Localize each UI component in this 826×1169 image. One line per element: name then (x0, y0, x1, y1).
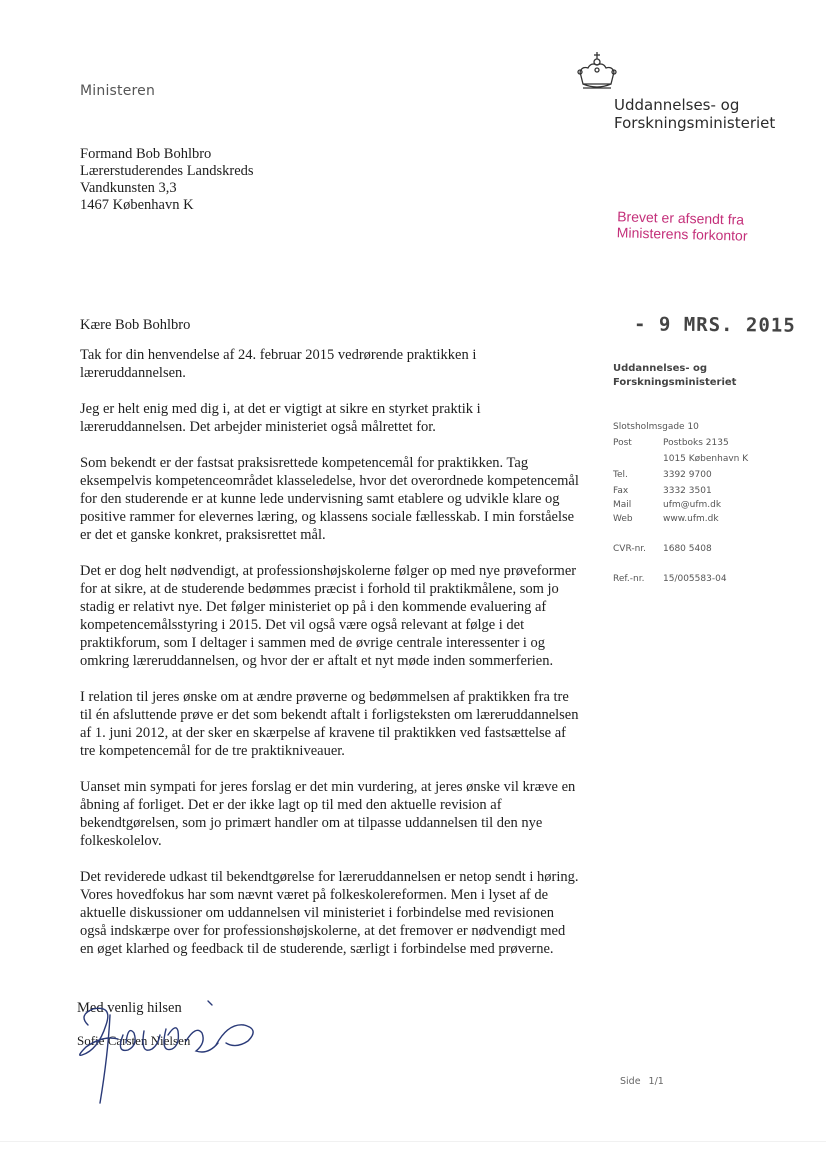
mail-label: Mail (613, 500, 632, 510)
fax-value: 3332 3501 (663, 486, 712, 496)
stamp-line2: Ministerens forkontor (616, 224, 748, 244)
cvr-value: 1680 5408 (663, 544, 712, 554)
recipient-address (80, 146, 254, 214)
signer-name: Sofie Carsten Nielsen (77, 1033, 191, 1048)
recipient-line3: Vandkunsten 3,3 (80, 180, 177, 196)
sidebar-mail-row (613, 500, 721, 510)
closing: Med venlig hilsen (77, 1000, 182, 1016)
paragraph-3: Som bekendt er der fastsat praksisrettede kompetencemål for praktikken. Tag eksempelvis kompetenceområdet klasseledelse, hvor det overordnede kompetencemål for den studerende er at kunne lede undervisning samt etablere og udvikle klare og positive rammer for elevernes læring, og klassens sociale fællesskab. I min forståelse er det et ganske konkret, praksisrettet mål. (80, 455, 579, 543)
stamp-line1: Brevet er afsendt fra (617, 208, 745, 228)
ministry-name-line2: Forskningsministeriet (614, 114, 776, 132)
mail-value[interactable]: ufm@ufm.dk (663, 500, 722, 510)
recipient-line1: Formand Bob Bohlbro (80, 146, 212, 162)
sidebar-org-line1: Uddannelses- og (613, 363, 707, 374)
paragraph-4: Det er dog helt nødvendigt, at professionshøjskolerne følger op med nye prøveformer for at sikre, at de studerende bedømmes præcist i forhold til praktikmålene, som jo stadig er relativt nye. Det følger ministeriet op på i den kommende evaluering af kompetencemålsstyring i 2015. Det vil også være også relevant at følge i det praktikforum, som I deltager i sammen med de øvrige centrale interessenter i og omkring læreruddannelsen, og hvor der er aftalt et nyt møde inden sommerferien. (80, 563, 577, 669)
crown-logo-icon (574, 50, 620, 96)
page-number (620, 1076, 664, 1087)
stamp-date: - 9 MRS. 2015 (633, 313, 796, 337)
post-value2: 1015 København K (663, 454, 749, 464)
ministry-name (614, 96, 775, 132)
sidebar-org (613, 362, 736, 390)
page-value: 1/1 (648, 1076, 664, 1087)
post-label: Post (613, 438, 632, 448)
paragraph-1: Tak for din henvendelse af 24. februar 2015 vedrørende praktikken i læreruddannelsen. (80, 347, 477, 381)
ref-value: 15/005583-04 (663, 574, 727, 584)
sidebar-tel-row (613, 470, 712, 480)
ref-label: Ref.-nr. (613, 574, 645, 584)
sender-label: Ministeren (80, 83, 156, 99)
cvr-label: CVR-nr. (613, 544, 647, 554)
dispatch-stamp (617, 208, 749, 243)
sidebar-street: Slotsholmsgade 10 (613, 422, 699, 432)
paragraph-6: Uanset min sympati for jeres forslag er det min vurdering, at jeres ønske vil kræve en åbning af forliget. Det er der ikke lagt op til med den aktuelle revision af bekendtgørelsen, som jo primært handler om at tilpasse uddannelsen til den nye folkeskolelov. (80, 779, 576, 849)
fax-label: Fax (613, 486, 629, 496)
web-label: Web (613, 514, 633, 524)
ministry-name-line1: Uddannelses- og (614, 96, 740, 114)
divider (0, 1141, 826, 1142)
recipient-line2: Lærerstuderendes Landskreds (80, 163, 254, 179)
sidebar-web-row (613, 514, 719, 524)
paragraph-7: Det reviderede udkast til bekendtgørelse for læreruddannelsen er netop sendt i høring. Vores hovedfokus har som nævnt været på folkeskolereformen. Men i lyset af de aktuelle diskussioner om uddannelsen vil ministeriet i forbindelse med revisionen også indskærpe over for professionshøjskolerne, at det fremover er nødvendigt med en øget klarhed og feedback til de studerende, særligt i forbindelse med prøverne. (80, 869, 579, 957)
paragraph-2: Jeg er helt enig med dig i, at det er vigtigt at sikre en styrket praktik i læreruddannelsen. Det arbejder ministeriet også målrettet for. (80, 401, 481, 435)
tel-label: Tel. (613, 470, 628, 480)
letter-body (80, 346, 580, 976)
paragraph-5: I relation til jeres ønske om at ændre prøverne og bedømmelsen af praktikken fra tre til én afsluttende prøve er det som bekendt aftalt i forligsteksten om læreruddannelsen af 1. juni 2012, at der sker en skærpelse af kravene til praktikken ved fastsættelse af tre kompetencemål for de tre praktikniveauer. (80, 689, 579, 759)
page-label: Side (620, 1076, 641, 1087)
sidebar-post-row2 (613, 454, 748, 464)
handwritten-signature-icon (68, 995, 268, 1110)
sidebar-org-line2: Forskningsministeriet (613, 377, 737, 388)
post-value1: Postboks 2135 (663, 438, 729, 448)
sidebar-cvr-row (613, 544, 712, 554)
sidebar-fax-row (613, 486, 712, 496)
sidebar-ref-row (613, 574, 727, 584)
salutation: Kære Bob Bohlbro (80, 317, 191, 333)
tel-value: 3392 9700 (663, 470, 712, 480)
web-value[interactable]: www.ufm.dk (663, 514, 719, 524)
recipient-line4: 1467 København K (80, 197, 194, 213)
sidebar-post-row (613, 438, 729, 448)
